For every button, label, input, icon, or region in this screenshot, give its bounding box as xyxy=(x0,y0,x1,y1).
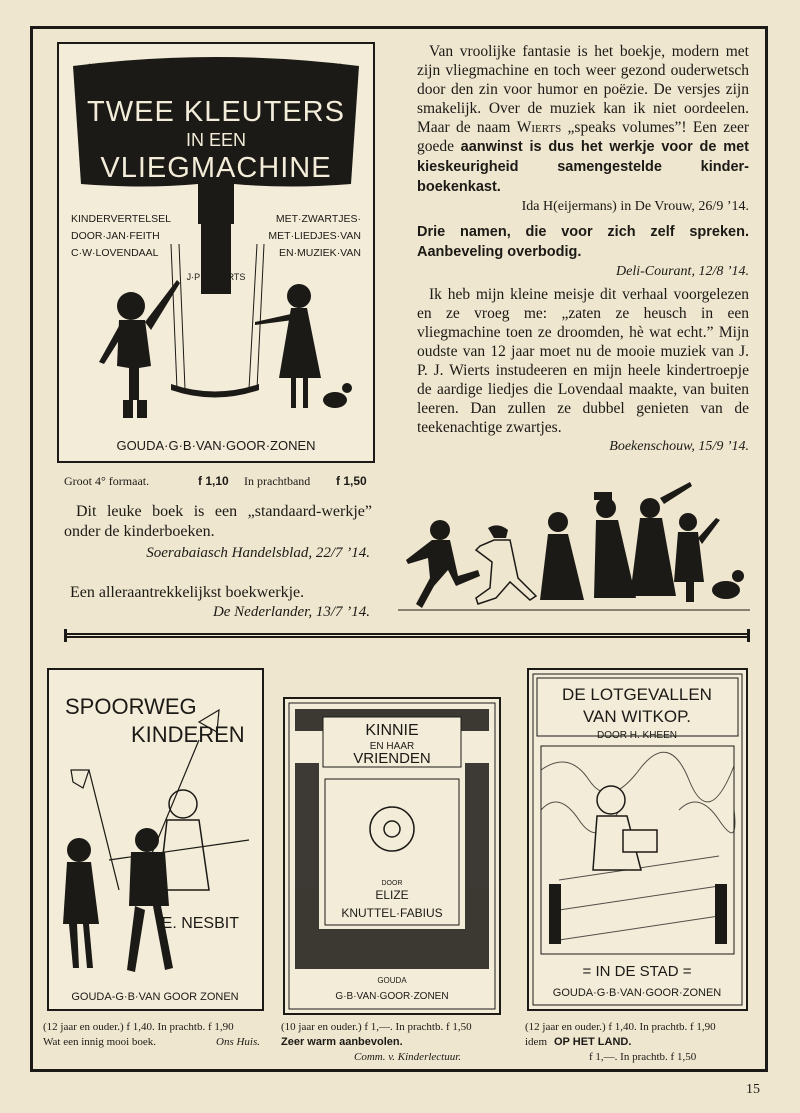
cover-title-line1: KINNIE xyxy=(365,722,419,739)
cover-title-line3: VLIEGMACHINE xyxy=(100,152,332,184)
section-divider xyxy=(64,633,750,638)
cover-publisher: GOUDA·G·B·VAN·GOOR·ZONEN xyxy=(116,438,316,453)
book2-quote-source: Comm. v. Kinderlectuur. xyxy=(354,1051,462,1063)
main-book-format: Groot 4° formaat. xyxy=(64,474,150,488)
book2-age-price: (10 jaar en ouder.) f 1,—. In prachtb. f 1,50 xyxy=(281,1021,472,1033)
cover-title-line1: DE LOTGEVALLEN xyxy=(562,685,712,704)
cover-illustration xyxy=(49,670,262,1009)
review1-text2: „speaks volumes”! Een zeer goede xyxy=(417,119,750,155)
cover-left-line2: DOOR·JAN·FEITH xyxy=(71,230,160,242)
cover-title-line2: VAN WITKOP. xyxy=(582,707,692,726)
main-book-price: f 1,10 xyxy=(198,474,229,488)
cover-by: DOOR xyxy=(381,880,403,887)
cover-left-line1: KINDERVERTELSEL xyxy=(71,213,171,225)
cover-publisher: GOUDA-G·B·VAN GOOR ZONEN xyxy=(71,991,239,1003)
book3-age-price: (12 jaar en ouder.) f 1,40. In prachtb. f 1,90 xyxy=(525,1021,716,1033)
cover-title-line2: EN HAAR xyxy=(369,741,415,752)
cover-title-line1: TWEE KLEUTERS xyxy=(87,96,345,128)
book1-quote-source: Ons Huis. xyxy=(216,1036,261,1048)
review1-bold: aanwinst is dus het werkje voor de met kieskeurigheid samengestelde kinder-boekenkast. xyxy=(417,139,749,195)
cover-title-line1: SPOORWEG xyxy=(65,694,197,719)
book-cover-spoorweg-kinderen xyxy=(47,668,264,1011)
cover-right-line1: MET·ZWARTJES· xyxy=(275,213,361,225)
cover-subtitle: = IN DE STAD = xyxy=(582,963,692,980)
quote1-text: Dit leuke boek is een „standaard-werkje” onder de kinderboeken. xyxy=(64,503,372,540)
book1-quote: Wat een innig mooi boek. xyxy=(43,1036,157,1048)
cover-title-line2: IN EEN xyxy=(185,130,247,150)
cover-author-line2: KNUTTEL·FABIUS xyxy=(341,906,443,920)
cover-right-line2: MET·LIEDJES·VAN xyxy=(268,230,361,242)
main-book-band-label: In prachtband xyxy=(244,474,311,488)
cover-right-line3: EN·MUZIEK·VAN xyxy=(278,247,361,259)
cover-composer: J·P·J·WIERTS xyxy=(186,272,246,282)
cover-author: DOOR H. KHEEN xyxy=(596,730,678,741)
review2-source: Deli-Courant, 12/8 ’14. xyxy=(616,264,749,279)
review1-name: Wierts xyxy=(516,119,562,136)
cover-illustration xyxy=(285,699,499,1013)
cover-left-line3: C·W·LOVENDAAL xyxy=(71,247,159,259)
cover-author-line1: ELIZE xyxy=(375,888,409,902)
cover-illustration xyxy=(529,670,746,1009)
book2-quote: Zeer warm aanbevolen. xyxy=(281,1036,403,1048)
quote2-text: Een alleraantrekkelijkst boekwerkje. xyxy=(70,584,305,601)
quote1-source: Soerabaiasch Handelsblad, 22/7 ’14. xyxy=(146,545,370,561)
review1-text: Van vroolijke fantasie is het boekje, modern met zijn vliegmachine en toch weer gezond ouderwetsch door den zin voor humor en poëzie. De versjes zijn smakelijk. Over de muziek kan ik niet oordeelen. Maar de naam xyxy=(417,43,749,136)
cover-illustration xyxy=(59,44,373,461)
cover-publisher: GOUDA·G·B·VAN·GOOR·ZONEN xyxy=(552,987,722,999)
silhouette-frieze-illustration xyxy=(398,478,750,618)
cover-publisher-line1: GOUDA xyxy=(377,976,407,985)
review2-bold: Drie namen, die voor zich zelf spreken. Aanbeveling overbodig. xyxy=(417,224,749,260)
book-cover-witkop xyxy=(527,668,748,1011)
book3-second-title: OP HET LAND. xyxy=(554,1036,632,1048)
cover-publisher-line2: G·B·VAN·GOOR·ZONEN xyxy=(335,991,449,1002)
divider-cap-right xyxy=(747,629,750,642)
review1-source: Ida H(eijermans) in De Vrouw, 26/9 ’14. xyxy=(521,199,749,214)
divider-cap-left xyxy=(64,629,67,642)
book-cover-kinnie xyxy=(283,697,501,1015)
book3-idem: idem xyxy=(525,1036,547,1048)
book-cover-twee-kleuters xyxy=(57,42,375,463)
quote2-source: De Nederlander, 13/7 ’14. xyxy=(212,604,370,620)
review3-source: Boekenschouw, 15/9 ’14. xyxy=(609,439,749,454)
main-book-band-price: f 1,50 xyxy=(336,474,367,488)
book3-second-price: f 1,—. In prachtb. f 1,50 xyxy=(589,1051,697,1063)
cover-title-line2: KINDEREN xyxy=(131,722,245,747)
book1-age-price: (12 jaar en ouder.) f 1,40. In prachtb. f 1,90 xyxy=(43,1021,234,1033)
page-number: 15 xyxy=(746,1082,760,1097)
review3-text: Ik heb mijn kleine meisje dit verhaal voorgelezen en ze vroeg me: „zaten ze heusch in een vliegmachine toen ze droomden, hè wat echt.” Mijn oudste van 12 jaar moet nu de mooie muziek van J. P. J. Wierts instudeeren en mijn heele kindertroepje de aardige liedjes die Lovendaal maakte, van buiten leeren. Dan zullen ze dubbel genieten van de teekenachtige zwartjes. xyxy=(417,286,749,436)
cover-author: E. NESBIT xyxy=(161,915,239,932)
reviews-column xyxy=(417,42,749,456)
cover-title-line3: VRIENDEN xyxy=(353,750,431,767)
